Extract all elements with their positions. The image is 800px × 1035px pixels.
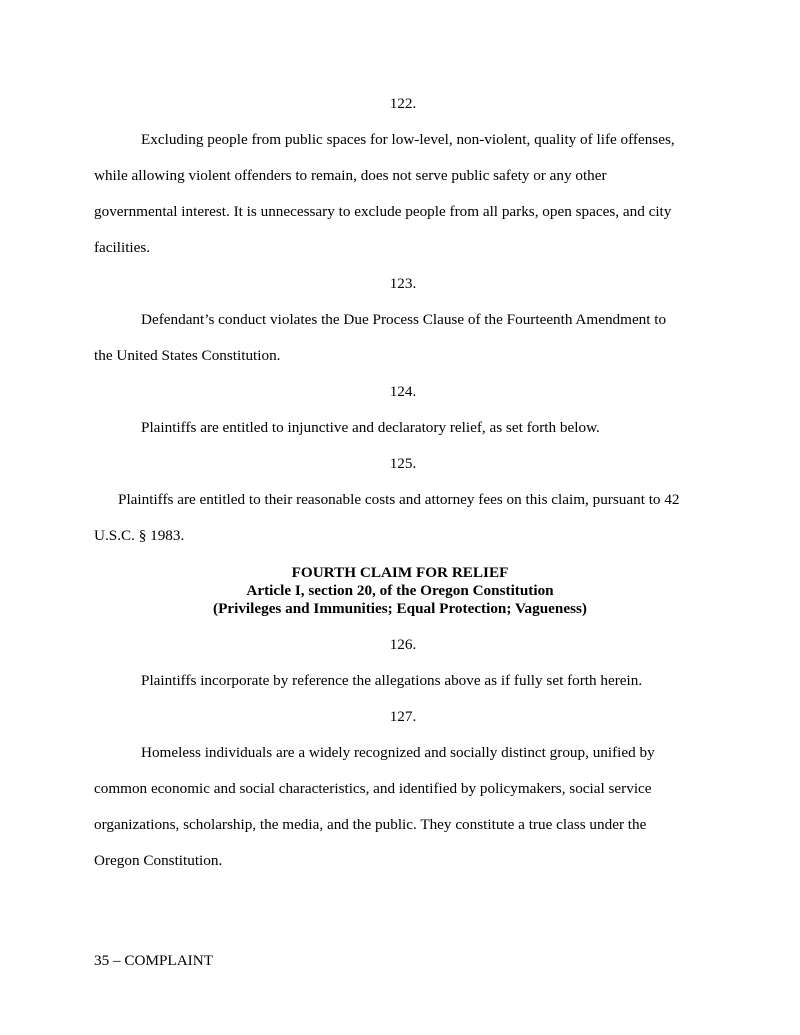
- claim-heading-topics: (Privileges and Immunities; Equal Protection; Vagueness): [213, 600, 587, 617]
- paragraph-123-line-2: the United States Constitution.: [94, 347, 281, 364]
- claim-heading-subtitle: Article I, section 20, of the Oregon Constitution: [246, 582, 554, 599]
- paragraph-123-line-1: Defendant’s conduct violates the Due Process Clause of the Fourteenth Amendment to: [141, 311, 667, 328]
- paragraph-124-line-1: Plaintiffs are entitled to injunctive and declaratory relief, as set forth below.: [141, 419, 600, 436]
- paragraph-127-line-1: Homeless individuals are a widely recognized and socially distinct group, unified by: [141, 744, 655, 761]
- paragraph-125-line-2: U.S.C. § 1983.: [94, 527, 185, 544]
- claim-heading-title: FOURTH CLAIM FOR RELIEF: [291, 564, 509, 581]
- paragraph-127-line-2: common economic and social characteristics, and identified by policymakers, social service: [94, 780, 652, 797]
- paragraph-127-line-3: organizations, scholarship, the media, and the public. They constitute a true class under the: [94, 816, 647, 833]
- paragraph-number-124: 124.: [389, 383, 417, 400]
- paragraph-number-122: 122.: [389, 95, 417, 112]
- paragraph-125-line-1: Plaintiffs are entitled to their reasonable costs and attorney fees on this claim, pursuant to 42: [118, 491, 680, 508]
- paragraph-number-127: 127.: [389, 708, 417, 725]
- paragraph-126-line-1: Plaintiffs incorporate by reference the allegations above as if fully set forth herein.: [141, 672, 643, 689]
- paragraph-127-line-4: Oregon Constitution.: [94, 852, 223, 869]
- paragraph-number-125: 125.: [389, 455, 417, 472]
- paragraph-122-line-4: facilities.: [94, 239, 151, 256]
- paragraph-122-line-1: Excluding people from public spaces for low-level, non-violent, quality of life offenses,: [141, 131, 675, 148]
- page-footer: 35 – COMPLAINT: [94, 952, 213, 969]
- paragraph-122-line-2: while allowing violent offenders to remain, does not serve public safety or any other: [94, 167, 607, 184]
- paragraph-number-123: 123.: [389, 275, 417, 292]
- paragraph-122-line-3: governmental interest. It is unnecessary to exclude people from all parks, open spaces, and city: [94, 203, 672, 220]
- paragraph-number-126: 126.: [389, 636, 417, 653]
